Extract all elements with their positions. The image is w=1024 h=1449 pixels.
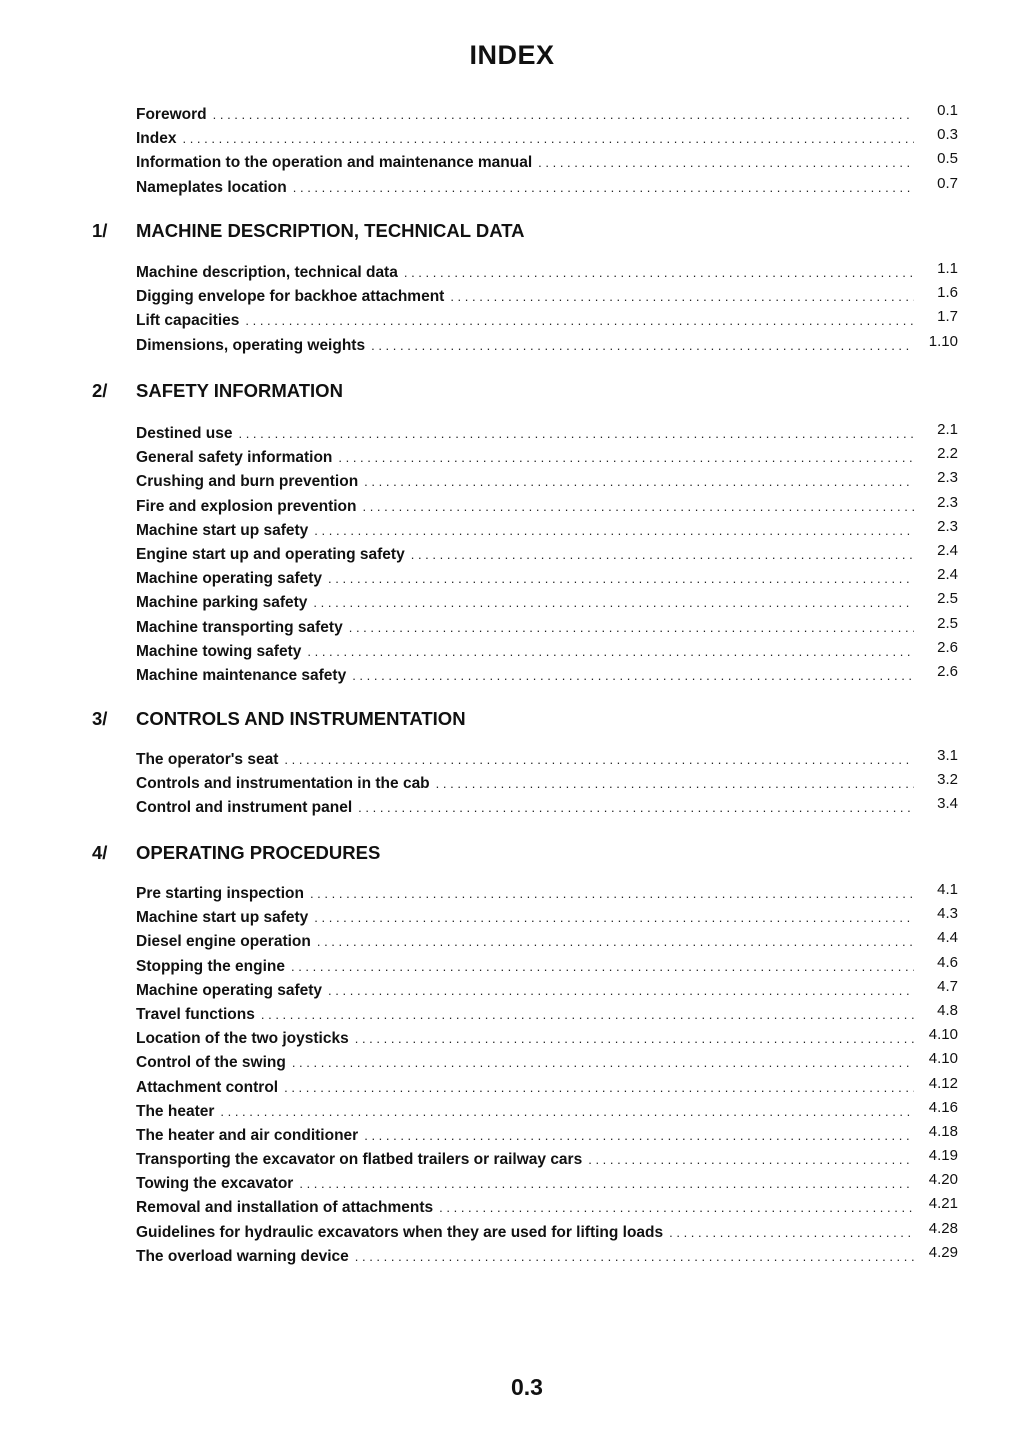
dot-leader bbox=[328, 983, 914, 998]
entry-label: Machine transporting safety bbox=[136, 618, 343, 636]
toc-entry[interactable] bbox=[136, 747, 958, 775]
toc-entry[interactable] bbox=[136, 1171, 958, 1199]
page-title: INDEX bbox=[469, 40, 555, 70]
toc-entry[interactable] bbox=[136, 469, 958, 497]
entry-label: Stopping the engine bbox=[136, 957, 285, 975]
toc-entry[interactable] bbox=[136, 493, 958, 522]
dot-leader bbox=[411, 547, 914, 562]
dot-leader bbox=[349, 620, 914, 635]
entry-label: Digging envelope for backhoe attachment bbox=[136, 288, 445, 306]
entry-page: 2.3 bbox=[937, 469, 958, 487]
dot-leader bbox=[310, 886, 914, 901]
dot-leader bbox=[292, 1055, 914, 1070]
section-number: 2/ bbox=[92, 380, 108, 401]
toc-entry[interactable] bbox=[136, 953, 958, 982]
entry-page: 2.5 bbox=[937, 614, 958, 632]
dot-leader bbox=[669, 1225, 914, 1240]
entry-label: Machine start up safety bbox=[136, 909, 309, 927]
toc-entry[interactable] bbox=[136, 126, 958, 154]
dot-leader bbox=[436, 776, 914, 791]
section-number: 3/ bbox=[92, 708, 108, 729]
entry-page: 2.1 bbox=[937, 421, 958, 438]
entry-label: Index bbox=[136, 130, 177, 148]
dot-leader bbox=[450, 289, 914, 304]
toc-entry[interactable] bbox=[136, 905, 958, 933]
section-heading bbox=[92, 380, 343, 402]
toc-entry[interactable] bbox=[136, 284, 958, 312]
dot-leader bbox=[362, 499, 914, 514]
section-heading bbox=[92, 220, 525, 242]
toc-entry[interactable] bbox=[136, 1122, 958, 1151]
entry-label: Removal and installation of attachments bbox=[136, 1199, 434, 1217]
entry-label: Transporting the excavator on flatbed trailers or railway cars bbox=[136, 1151, 583, 1169]
dot-leader bbox=[364, 1128, 914, 1143]
dot-leader bbox=[328, 571, 914, 586]
entry-page: 1.1 bbox=[937, 260, 958, 277]
entry-label: Travel functions bbox=[136, 1005, 255, 1023]
dot-leader bbox=[358, 800, 914, 815]
toc-entry[interactable] bbox=[136, 332, 958, 361]
entry-label: Controls and instrumentation in the cab bbox=[136, 775, 430, 793]
toc-entry[interactable] bbox=[136, 517, 958, 546]
dot-leader bbox=[182, 131, 914, 146]
entry-label: Machine parking safety bbox=[136, 594, 308, 612]
entry-page: 4.1 bbox=[937, 881, 958, 898]
dot-leader bbox=[355, 1249, 914, 1264]
toc-entry[interactable] bbox=[136, 614, 958, 643]
dot-leader bbox=[338, 450, 914, 465]
entry-label: Destined use bbox=[136, 425, 233, 442]
entry-label: Engine start up and operating safety bbox=[136, 545, 405, 563]
section-title: CONTROLS AND INSTRUMENTATION bbox=[136, 708, 466, 729]
entry-page: 4.28 bbox=[928, 1219, 958, 1237]
dot-leader bbox=[220, 1104, 914, 1119]
entry-label: Machine operating safety bbox=[136, 570, 323, 588]
dot-leader bbox=[538, 155, 914, 170]
toc-entry[interactable] bbox=[136, 421, 958, 449]
entry-label: Machine operating safety bbox=[136, 981, 323, 999]
entry-label: Diesel engine operation bbox=[136, 933, 311, 951]
entry-page: 1.6 bbox=[937, 284, 958, 302]
entry-label: Machine start up safety bbox=[136, 521, 309, 539]
entry-page: 3.2 bbox=[937, 771, 958, 789]
entry-label: Foreword bbox=[136, 106, 207, 123]
entry-page: 3.1 bbox=[937, 747, 958, 764]
entry-label: Machine towing safety bbox=[136, 642, 302, 660]
entry-page: 4.3 bbox=[937, 905, 958, 923]
entry-page: 2.6 bbox=[937, 662, 958, 680]
section-entry-list bbox=[136, 881, 958, 1272]
entry-page: 4.12 bbox=[928, 1074, 958, 1092]
toc-entry[interactable] bbox=[136, 1147, 958, 1175]
entry-page: 4.10 bbox=[928, 1050, 958, 1068]
entry-page: 2.2 bbox=[937, 445, 958, 463]
dot-leader bbox=[439, 1200, 914, 1215]
entry-label: The overload warning device bbox=[136, 1247, 349, 1265]
toc-entry[interactable] bbox=[136, 174, 958, 203]
section-heading bbox=[92, 708, 466, 730]
dot-leader bbox=[261, 1007, 914, 1022]
entry-label: Location of the two joysticks bbox=[136, 1030, 349, 1048]
toc-entry[interactable] bbox=[136, 795, 958, 823]
toc-entry[interactable] bbox=[136, 771, 958, 799]
entry-page: 4.10 bbox=[928, 1026, 958, 1044]
entry-label: Dimensions, operating weights bbox=[136, 336, 366, 354]
entry-page: 0.5 bbox=[937, 150, 958, 168]
entry-page: 4.6 bbox=[937, 953, 958, 971]
section-title: MACHINE DESCRIPTION, TECHNICAL DATA bbox=[136, 220, 525, 241]
entry-label: Machine description, technical data bbox=[136, 264, 398, 281]
entry-page: 4.16 bbox=[928, 1098, 958, 1116]
dot-leader bbox=[307, 644, 914, 659]
entry-page: 2.6 bbox=[937, 638, 958, 656]
entry-page: 2.5 bbox=[937, 590, 958, 608]
toc-entry[interactable] bbox=[136, 308, 958, 336]
dot-leader bbox=[238, 426, 914, 441]
section-entry-list bbox=[136, 421, 958, 691]
toc-entry[interactable] bbox=[136, 1098, 958, 1127]
section-entry-list bbox=[136, 747, 958, 824]
section-title: SAFETY INFORMATION bbox=[136, 380, 343, 401]
dot-leader bbox=[299, 1176, 914, 1191]
entry-page: 4.4 bbox=[937, 929, 958, 947]
dot-leader bbox=[588, 1152, 914, 1167]
entry-label: Towing the excavator bbox=[136, 1175, 294, 1193]
entry-page: 2.3 bbox=[937, 517, 958, 535]
entry-label: Machine maintenance safety bbox=[136, 666, 347, 684]
entry-page: 3.4 bbox=[937, 795, 958, 813]
toc-entry[interactable] bbox=[136, 1026, 958, 1054]
toc-entry[interactable] bbox=[136, 977, 958, 1006]
toc-entry[interactable] bbox=[136, 590, 958, 618]
entry-page: 0.3 bbox=[937, 126, 958, 144]
dot-leader bbox=[404, 265, 914, 280]
dot-leader bbox=[291, 959, 914, 974]
entry-label: The heater bbox=[136, 1102, 215, 1120]
entry-page: 1.10 bbox=[928, 332, 958, 350]
toc-entry[interactable] bbox=[136, 566, 958, 594]
entry-label: General safety information bbox=[136, 449, 333, 467]
entry-label: Guidelines for hydraulic excavators when they are used for lifting loads bbox=[136, 1223, 664, 1241]
entry-page: 4.7 bbox=[937, 977, 958, 995]
dot-leader bbox=[314, 910, 914, 925]
entry-label: Fire and explosion prevention bbox=[136, 497, 357, 515]
dot-leader bbox=[317, 934, 914, 949]
toc-entry[interactable] bbox=[136, 102, 958, 130]
dot-leader bbox=[213, 107, 914, 122]
entry-label: Information to the operation and maintenance manual bbox=[136, 154, 533, 172]
entry-label: Control of the swing bbox=[136, 1054, 286, 1072]
entry-label: Crushing and burn prevention bbox=[136, 473, 359, 491]
toc-entry[interactable] bbox=[136, 929, 958, 957]
section-number: 1/ bbox=[92, 220, 108, 241]
toc-entry[interactable] bbox=[136, 150, 958, 178]
entry-label: Control and instrument panel bbox=[136, 799, 353, 817]
dot-leader bbox=[352, 668, 914, 683]
toc-entry[interactable] bbox=[136, 1243, 958, 1272]
toc-entry[interactable] bbox=[136, 445, 958, 473]
dot-leader bbox=[284, 752, 914, 767]
page-number: 0.3 bbox=[511, 1374, 543, 1400]
entry-page: 4.21 bbox=[928, 1195, 958, 1213]
entry-label: Nameplates location bbox=[136, 178, 287, 196]
toc-entry[interactable] bbox=[136, 1219, 958, 1248]
entry-page: 4.8 bbox=[937, 1001, 958, 1019]
front-matter-list bbox=[136, 102, 958, 203]
toc-entry[interactable] bbox=[136, 260, 958, 288]
entry-page: 0.7 bbox=[937, 174, 958, 192]
toc-entry[interactable] bbox=[136, 881, 958, 909]
dot-leader bbox=[245, 313, 914, 328]
entry-page: 4.18 bbox=[928, 1122, 958, 1140]
entry-page: 4.20 bbox=[928, 1171, 958, 1189]
entry-page: 1.7 bbox=[937, 308, 958, 326]
entry-page: 2.3 bbox=[937, 493, 958, 511]
entry-page: 4.19 bbox=[928, 1147, 958, 1165]
entry-page: 0.1 bbox=[937, 102, 958, 119]
entry-label: Lift capacities bbox=[136, 312, 240, 330]
toc-entry[interactable] bbox=[136, 1195, 958, 1223]
toc-entry[interactable] bbox=[136, 1001, 958, 1030]
entry-label: The operator's seat bbox=[136, 751, 279, 768]
dot-leader bbox=[284, 1080, 914, 1095]
dot-leader bbox=[314, 523, 914, 538]
entry-label: Pre starting inspection bbox=[136, 885, 304, 902]
toc-entry[interactable] bbox=[136, 638, 958, 667]
entry-page: 2.4 bbox=[937, 566, 958, 584]
entry-page: 2.4 bbox=[937, 541, 958, 559]
dot-leader bbox=[364, 474, 914, 489]
dot-leader bbox=[355, 1031, 914, 1046]
section-heading bbox=[92, 842, 380, 864]
section-number: 4/ bbox=[92, 842, 108, 863]
toc-entry[interactable] bbox=[136, 1074, 958, 1103]
dot-leader bbox=[371, 338, 914, 353]
entry-label: Attachment control bbox=[136, 1078, 279, 1096]
entry-label: The heater and air conditioner bbox=[136, 1126, 359, 1144]
dot-leader bbox=[293, 180, 914, 195]
toc-entry[interactable] bbox=[136, 662, 958, 691]
dot-leader bbox=[313, 595, 914, 610]
section-title: OPERATING PROCEDURES bbox=[136, 842, 381, 863]
section-entry-list bbox=[136, 260, 958, 361]
entry-page: 4.29 bbox=[928, 1243, 958, 1261]
toc-entry[interactable] bbox=[136, 541, 958, 570]
toc-entry[interactable] bbox=[136, 1050, 958, 1078]
